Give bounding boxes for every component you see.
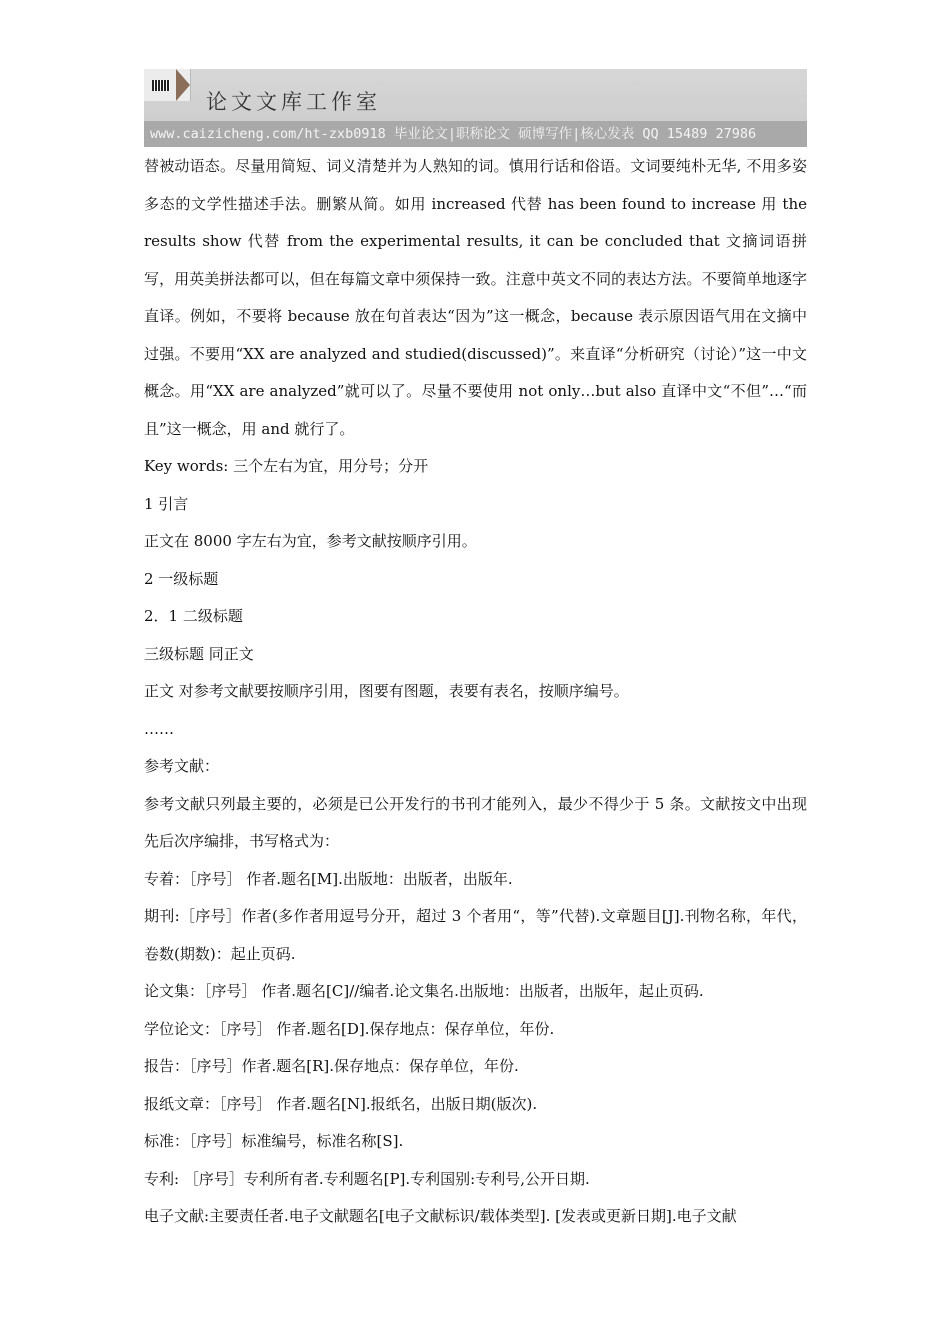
reference-format-report: 报告：［序号］作者.题名[R].保存地点：保存单位，年份.: [144, 1057, 519, 1075]
arrow-icon: [176, 69, 190, 101]
keywords-line: Key words: 三个左右为宜，用分号；分开: [144, 457, 429, 475]
references-heading: 参考文献：: [144, 757, 220, 775]
reference-format-standard: 标准：［序号］标准编号，标准名称[S].: [144, 1132, 404, 1150]
reference-format-proceedings: 论文集：［序号］ 作者.题名[C]//编者.论文集名.出版地：出版者，出版年，起止页码.: [144, 982, 704, 1000]
body-text-paragraph: 正文在 8000 字左右为宜，参考文献按顺序引用。: [144, 532, 477, 550]
header-banner: [144, 69, 807, 147]
reference-format-patent: 专利: ［序号］专利所有者.专利题名[P].专利国别:专利号,公开日期.: [144, 1169, 590, 1188]
section-heading-level2: 2．1 二级标题: [144, 607, 243, 625]
ellipsis-line: ……: [144, 719, 174, 738]
reference-format-monograph: 专着：［序号］ 作者.题名[M].出版地：出版者，出版年.: [144, 869, 513, 888]
reference-format-journal: 期刊:［序号］作者(多作者用逗号分开，超过 3 个者用“，等”代替).文章题目[J].刊物名称，年代，卷数(期数)：起止页码.: [144, 907, 807, 963]
abstract-guidance-paragraph: 替被动语态。尽量用简短、词义清楚并为人熟知的词。慎用行话和俗语。文词要纯朴无华, 不用多姿多态的文学性描述手法。删繁从简。如用 increased 代替 has been found to increase 用 the results show 代替 from the experimental results, it can be concluded that 文摘词语拼写，用英美拼法都可以，但在每篇文章中须保持一致。注意中英文不同的表达方法。不要简单地逐字直译。例如，不要将 because 放在句首表达“因为”这一概念，because 表示原因语气用在文摘中过强。不要用“XX are analyzed and studied(discussed)”。来直译“分析研究（讨论）”这一中文概念。用“XX are analyzed”就可以了。尽量不要使用 not only…but also 直译中文“不但”…“而且”这一概念，用 and 就行了。: [144, 157, 807, 438]
document-body: [144, 148, 807, 1236]
banner-title: 论文文库工作室: [206, 90, 381, 114]
section-heading-intro: 1 引言: [144, 494, 189, 513]
section-heading-level3: 三级标题 同正文: [144, 644, 254, 663]
section-heading-level1: 2 一级标题: [144, 569, 219, 588]
reference-format-electronic: 电子文献:主要责任者.电子文献题名[电子文献标识/载体类型]. [发表或更新日期].电子文献: [144, 1207, 737, 1225]
barcode-icon: [152, 80, 170, 91]
body-text-paragraph: 正文 对参考文献要按顺序引用，图要有图题，表要有表名，按顺序编号。: [144, 682, 629, 700]
references-guidance-paragraph: 参考文献只列最主要的，必须是已公开发行的书刊才能列入，最少不得少于 5 条。文献按文中出现先后次序编排，书写格式为：: [144, 794, 807, 850]
banner-contact-strip: www.caizicheng.com/ht-zxb0918 毕业论文|职称论文 硕博写作|核心发表 QQ 15489 27986: [144, 121, 807, 147]
reference-format-thesis: 学位论文：［序号］ 作者.题名[D].保存地点：保存单位，年份.: [144, 1019, 555, 1038]
reference-format-newspaper: 报纸文章：［序号］ 作者.题名[N].报纸名，出版日期(版次).: [144, 1094, 538, 1113]
